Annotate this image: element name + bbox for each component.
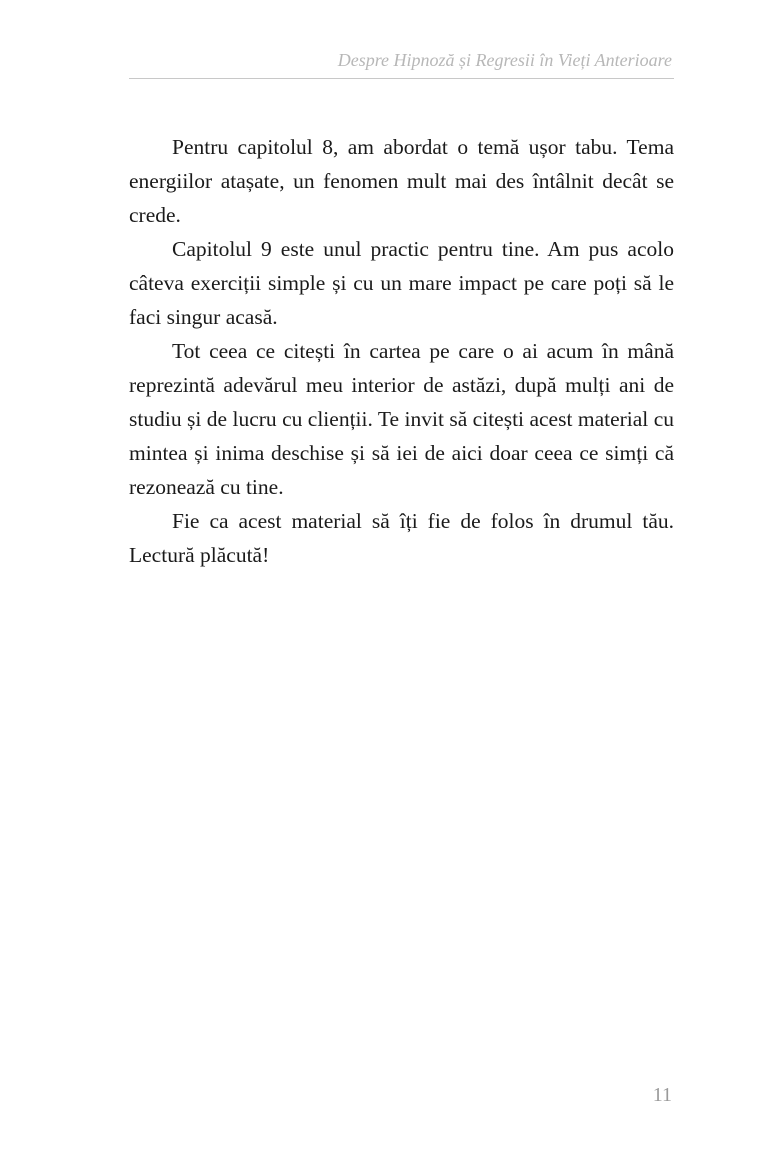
body-text <box>129 130 674 572</box>
header-divider <box>129 78 674 79</box>
paragraph: Capitolul 9 este unul practic pentru tine. Am pus acolo câteva exerciții simple și cu un mare impact pe care poți să le faci singur acasă. <box>129 237 674 329</box>
page-number: 11 <box>652 1084 672 1106</box>
paragraph: Pentru capitolul 8, am abordat o temă ușor tabu. Tema energiilor atașate, un fenomen mult mai des întâlnit decât se crede. <box>129 135 674 227</box>
paragraph: Fie ca acest material să îți fie de folos în drumul tău. Lectură plăcută! <box>129 509 674 567</box>
paragraph: Tot ceea ce citești în cartea pe care o ai acum în mână reprezintă adevărul meu interior de astăzi, după mulți ani de studiu și de lucru cu clienții. Te invit să citești acest material cu mintea și inima deschise și să iei de aici doar ceea ce simți că rezonează cu tine. <box>129 339 674 499</box>
running-header-title: Despre Hipnoză și Regresii în Vieți Anterioare <box>337 50 672 70</box>
